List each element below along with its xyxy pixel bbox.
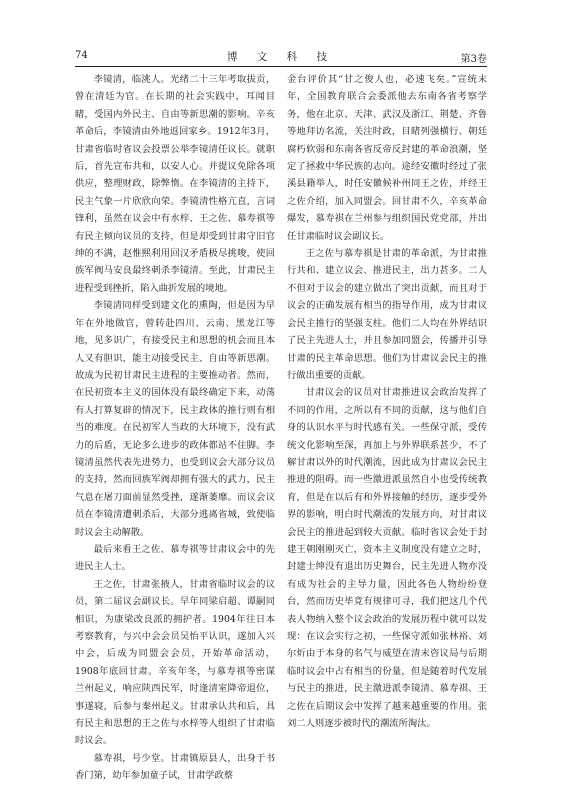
volume-label: 第3卷: [460, 54, 487, 65]
paragraph: 最后来看王之佐、慕寿祺等甘肃议会中的先进民主人士。: [75, 543, 275, 573]
page-number: 74: [75, 50, 88, 61]
paragraph: 慕寿祺，号少堂。甘肃镇原县人，出身于书香门第，幼年参加童子试，甘肃学政蔡: [75, 752, 275, 782]
journal-title: 博 文 科 技: [226, 51, 335, 63]
paragraph: 李镜清，临洮人。光绪二十三年考取拔贡，曾在清廷为官。在长期的社会实践中，耳闻目睹，受国内外民主、自由等新思潮的影响。辛亥革命后，李镜清由外地返回家乡。1912年3月，甘肃省临时省议会投票公举李镜清任议长。就职后，首先宣布共和，以安人心。并提议免除各项供应，整理财政，除弊惰。在李镜清的主持下，民主气象一片欣欣向荣。李镜清性格亢直，言词锋利，虽然在议会中有水梓、王之佐、慕寿祺等有民主倾向议员的支持，但是却受到甘肃守旧官绅的不满，赵惟熙利用回汉矛盾极尽挑唆，使回族军阀马安良最终刺杀李镜清。至此，甘肃民主进程受到挫折，陷入曲折发展的境地。: [75, 74, 275, 294]
right-column: [287, 71, 487, 771]
paragraph: 王之佐与慕寿祺是甘肃的革命派，为甘肃推行共和、建立议会、推进民主，出力甚多。二人不但对于议会的建立做出了突出贡献，而且对于议会的正确发展有相当的指导作用，成为甘肃议会民主推行的坚强支柱。他们二人均在外界结识了民主先进人士，并且参加同盟会，传播并引导甘肃的民主革命思想。他们为甘肃议会民主的推行做出重要的贡献。: [287, 248, 487, 381]
running-header: [75, 48, 487, 67]
paragraph: 王之佐，甘肃张掖人，甘肃省临时议会的议员，第二届议会副议长。早年同梁启超、谭嗣同相识，为康梁改良派的拥护者。1904年往日本考察教育，与兴中会会员吴怡平认识，遂加入兴中会，后成为同盟会会员，开始革命活动，1908年底回甘肃。辛亥年冬，与慕寿祺等密谋兰州起义，响应陕西民军，时逢清室降帝退位，事遂寝，后参与秦州起义。甘肃承认共和后，具有民主和思想的王之佐与水梓等人组织了甘肃临时议会。: [75, 578, 275, 747]
paragraph: 李镜清同样受到建文化的熏陶，但是因为早年在外地做官，曾转赴四川、云南、黑龙江等地，见多识广，有接受民主和思想的机会而且本人又有胆识，能主动接受民主、自由等新思潮。故成为民初甘肃民主进程的主要推动者。然而，在民初资本主义的国体没有最终确定下来，动荡有人打算复辟的情况下，民主政体的推行则有相当的难度。在民初军人当政的大环境下，没有武力的后盾，无论多么进步的政体都站不住脚。李镜清虽然代表先进势力，也受到议会大部分议员的支持，然而回族军阀却拥有强大的武力，民主气息在屠刀面前显然受挫，遂渐萎靡。而议会议员在李镜清遭刺杀后，大部分逃离省城，致使临时议会主动解散。: [75, 300, 275, 538]
paragraph: 甘肃议会的议员对甘肃推进议会政治发挥了不同的作用，之所以有不同的贡献，这与他们自身的认识水平与时代感有关。一些保守派，受传统文化影响至深，再加上与外界联系甚少，不了解甘肃以外的时代潮流，因此成为甘肃议会民主推进的阻碍。而一些激进派虽然自小也受传统教育，但是在以后有和外界接触的经历，逐步受外界的影响，明白时代潮流的发展方向，对甘肃议会民主的推进起到较大贡献。临时省议会处于封建王朝刚刚灭亡，资本主义制度没有建立之时，封建士绅没有退出历史舞台，民主先进人物亦没有成为社会的主导力量，因此各色人物纷纷登台，然而历史毕竟有规律可寻，我们把这几个代表人物纳入整个议会政治的发展历程中就可以发现：在议会实行之初，一些保守派如张林裕、刘尔炘由于本身的名气与威望在清末咨议局与后期临时议会中占有相当的份量，但是随着时代发展与民主的推进，民主激进派李镜清、慕寿祺、王之佐在后期议会中发挥了越来越重要的作用。张刘二人则逐步被时代的潮流所淘汰。: [287, 387, 487, 730]
left-column: [75, 71, 275, 782]
paragraph-continued: 金台评价其“甘之俊人也，必速飞矣。”宣统末年，全国教育联合会委派他去东南各省考察学务，他在北京、天津、武汉及浙江、荆楚、齐鲁等地拜访名流，关注时政，目睹列强横行、朝廷腐朽软弱和东南各省反帝反封建的革命浪潮，坚定了拯救中华民族的志向。途经安徽时经过了张溪县籍举人，时任安徽候补州同王之佐，并经王之佐介绍，加入同盟会。回甘肃不久，辛亥革命爆发，慕寿祺在兰州参与组织国民党党部，并出任甘肃临时议会副议长。: [287, 74, 487, 242]
